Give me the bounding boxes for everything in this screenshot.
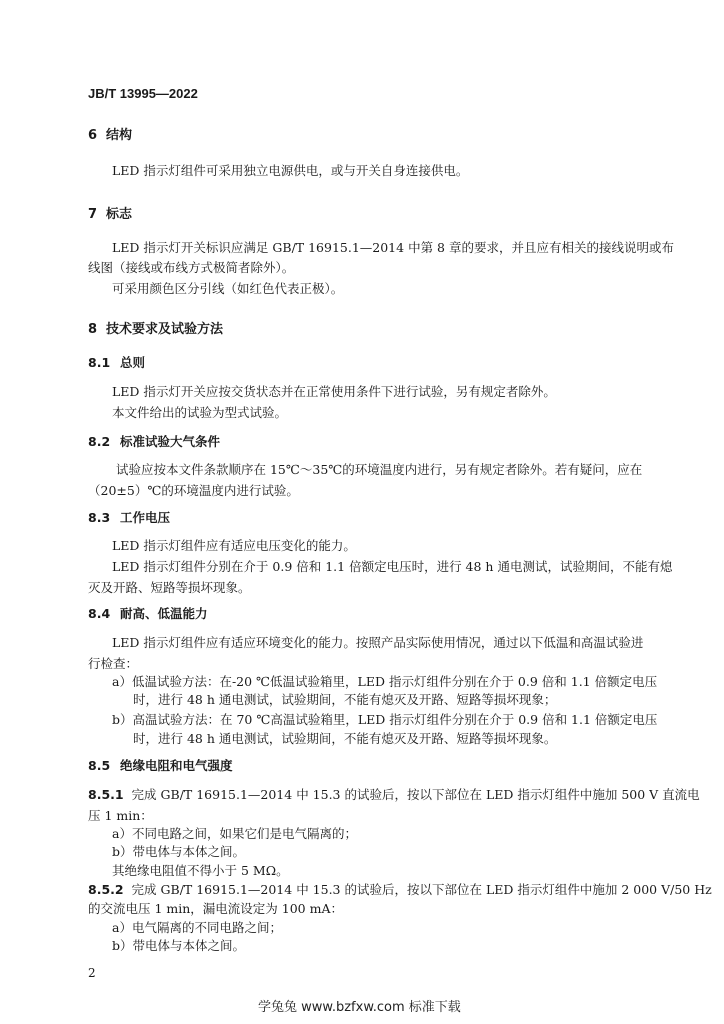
list-item: a）不同电路之间，如果它们是电气隔离的； [112,826,357,841]
section-number: 8.2 [88,434,111,449]
paragraph: 其绝缘电阻值不得小于 5 MΩ。 [112,863,289,878]
section-title: 绝缘电阻和电气强度 [120,758,233,773]
section-number: 7 [88,207,98,222]
section-title: 标志 [106,207,133,222]
section-7-heading [88,203,132,222]
section-8-5-heading [88,756,233,774]
subsection-number: 8.5.2 [88,882,124,897]
paragraph-line: （20±5）℃的环境温度内进行试验。 [88,483,299,498]
section-6-heading [88,124,132,143]
section-8-3-heading [88,508,170,526]
section-title: 技术要求及试验方法 [106,322,224,337]
list-item: b）带电体与本体之间。 [112,844,246,859]
section-8-1-heading [88,353,145,371]
section-8-2-heading [88,432,220,450]
section-title: 结构 [106,128,133,143]
paragraph-text: 完成 GB/T 16915.1—2014 中 15.3 的试验后，按以下部位在 LED 指示灯组件中施加 500 V 直流电 [131,787,700,802]
list-item-line: b）高温试验方法：在 70 ℃高温试验箱里，LED 指示灯组件分别在介于 0.9 倍和 1.1 倍额定电压 [112,712,658,727]
section-number: 8 [88,322,98,337]
paragraph: LED 指示灯组件可采用独立电源供电，或与开关自身连接供电。 [112,163,469,178]
list-item: a）电气隔离的不同电路之间； [112,920,282,935]
paragraph-line: 线图（接线或布线方式极简者除外）。 [88,260,295,275]
list-item-line: 时，进行 48 h 通电测试，试验期间，不能有熄灭及开路、短路等损坏现象； [133,692,557,707]
paragraph-line: 灭及开路、短路等损坏现象。 [88,580,251,595]
paragraph: 本文件给出的试验为型式试验。 [112,405,288,420]
paragraph-line: 行检查： [88,656,139,671]
section-title: 耐高、低温能力 [120,606,208,621]
standard-code: JB/T 13995—2022 [88,86,198,101]
paragraph-line: 试验应按本文件条款顺序在 15℃～35℃的环境温度内进行，另有规定者除外。若有疑问，应在 [116,462,643,477]
list-item: b）带电体与本体之间。 [112,938,246,953]
subsection-number: 8.5.1 [88,787,124,802]
paragraph-line: LED 指示灯开关标识应满足 GB/T 16915.1—2014 中第 8 章的要求，并且应有相关的接线说明或布 [112,240,674,255]
section-title: 总则 [120,355,146,370]
subsection-8-5-1-line [88,785,700,803]
paragraph: LED 指示灯组件应有适应电压变化的能力。 [112,538,356,553]
paragraph: LED 指示灯开关应按交货状态并在正常使用条件下进行试验，另有规定者除外。 [112,384,556,399]
paragraph-line: 压 1 min： [88,808,153,823]
footer-watermark: 学兔兔 www.bzfxw.com 标准下载 [258,1000,461,1015]
list-item-line: 时，进行 48 h 通电测试，试验期间，不能有熄灭及开路、短路等损坏现象。 [133,731,557,746]
section-8-4-heading [88,604,208,622]
section-number: 8.5 [88,758,111,773]
section-number: 6 [88,128,98,143]
paragraph-line: LED 指示灯组件分别在介于 0.9 倍和 1.1 倍额定电压时，进行 48 h 通电测试，试验期间，不能有熄 [112,559,673,574]
section-title: 工作电压 [120,510,171,525]
list-item-line: a）低温试验方法：在-20 ℃低温试验箱里，LED 指示灯组件分别在介于 0.9 倍和 1.1 倍额定电压 [112,674,658,689]
page-number: 2 [88,966,96,980]
paragraph: 可采用颜色区分引线（如红色代表正极）。 [112,281,344,296]
section-number: 8.4 [88,606,111,621]
section-number: 8.1 [88,355,111,370]
section-title: 标准试验大气条件 [120,434,221,449]
paragraph-line: 的交流电压 1 min，漏电流设定为 100 mA： [88,901,343,916]
subsection-8-5-2-line [88,880,712,898]
paragraph-text: 完成 GB/T 16915.1—2014 中 15.3 的试验后，按以下部位在 LED 指示灯组件中施加 2 000 V/50 Hz [131,882,712,897]
paragraph-line: LED 指示灯组件应有适应环境变化的能力。按照产品实际使用情况，通过以下低温和高温试验进 [112,635,644,650]
section-8-heading [88,318,223,337]
section-number: 8.3 [88,510,111,525]
